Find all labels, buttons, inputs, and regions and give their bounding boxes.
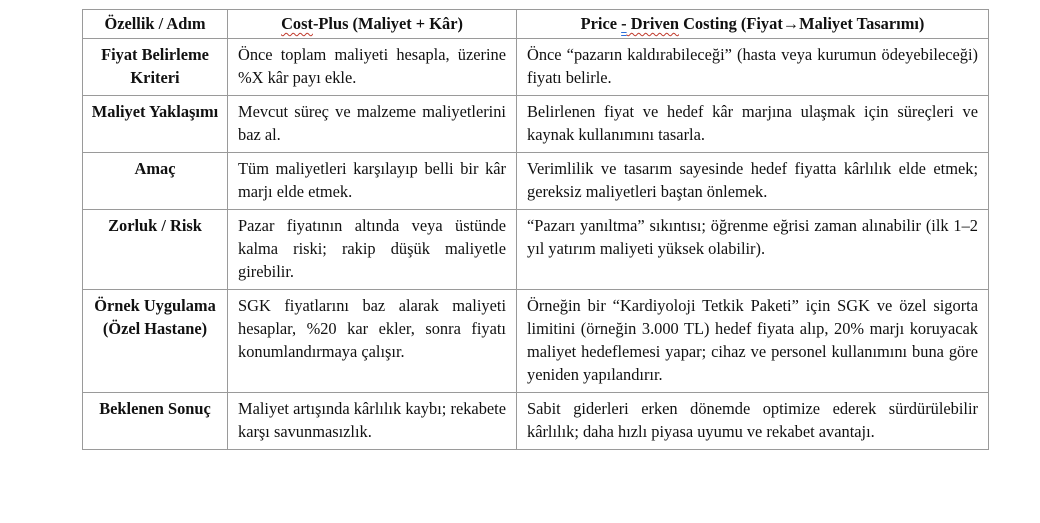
cost-plus-cell: Pazar fiyatının altında veya üstünde kalma riski; rakip düşük maliyetle girebilir.: [228, 210, 517, 290]
feature-cell: Amaç: [83, 153, 228, 210]
comparison-table: [82, 9, 989, 450]
header-price-driven: [517, 10, 989, 39]
feature-cell: Maliyet Yaklaşımı: [83, 96, 228, 153]
price-driven-cell: Verimlilik ve tasarım sayesinde hedef fiyatta kârlılık elde etmek; gereksiz maliyetleri baştan önlemek.: [517, 153, 989, 210]
price-driven-cell: Örneğin bir “Kardiyoloji Tetkik Paketi” için SGK ve özel sigorta limitini (örneğin 3.000 TL) hedef fiyata alıp, 20% marjı koruyacak maliyet hedeflemesi yapar; cihaz ve personel kullanımını buna göre yeniden yapılandırır.: [517, 290, 989, 393]
table-row: [83, 393, 989, 450]
cost-plus-cell: Önce toplam maliyeti hesapla, üzerine %X kâr payı ekle.: [228, 39, 517, 96]
table-row: [83, 96, 989, 153]
feature-cell: Fiyat Belirleme Kriteri: [83, 39, 228, 96]
header-row: [83, 10, 989, 39]
header-cost-plus-word: Cost: [281, 14, 313, 33]
table-row: [83, 290, 989, 393]
header-cost-plus: [228, 10, 517, 39]
header-price-dash: -: [621, 14, 627, 33]
feature-cell: Örnek Uygulama (Özel Hastane): [83, 290, 228, 393]
feature-cell: Beklenen Sonuç: [83, 393, 228, 450]
cost-plus-cell: Mevcut süreç ve malzeme maliyetlerini baz al.: [228, 96, 517, 153]
price-driven-cell: Sabit giderleri erken dönemde optimize ederek sürdürülebilir kârlılık; daha hızlı piyasa uyumu ve rekabet avantajı.: [517, 393, 989, 450]
header-feature: Özellik / Adım: [83, 10, 228, 39]
table-row: [83, 153, 989, 210]
table-row: [83, 39, 989, 96]
header-cost-plus-rest: -Plus (Maliyet + Kâr): [312, 14, 463, 33]
price-driven-cell: Belirlenen fiyat ve hedef kâr marjına ulaşmak için süreçleri ve kaynak kullanımını tasarla.: [517, 96, 989, 153]
table-row: [83, 210, 989, 290]
header-price-word: Price: [580, 14, 622, 33]
header-price-rest: Costing (Fiyat→Maliyet Tasarımı): [678, 14, 925, 33]
header-driven-word: Driven: [626, 14, 679, 33]
cost-plus-cell: Maliyet artışında kârlılık kaybı; rekabete karşı savunmasızlık.: [228, 393, 517, 450]
cost-plus-cell: SGK fiyatlarını baz alarak maliyeti hesaplar, %20 kar ekler, sonra fiyatı konumlandırmaya çalışır.: [228, 290, 517, 393]
price-driven-cell: Önce “pazarın kaldırabileceği” (hasta veya kurumun ödeyebileceği) fiyatı belirle.: [517, 39, 989, 96]
feature-cell: Zorluk / Risk: [83, 210, 228, 290]
price-driven-cell: “Pazarı yanıltma” sıkıntısı; öğrenme eğrisi zaman alınabilir (ilk 1–2 yıl yatırım maliyeti yüksek olabilir).: [517, 210, 989, 290]
cost-plus-cell: Tüm maliyetleri karşılayıp belli bir kâr marjı elde etmek.: [228, 153, 517, 210]
